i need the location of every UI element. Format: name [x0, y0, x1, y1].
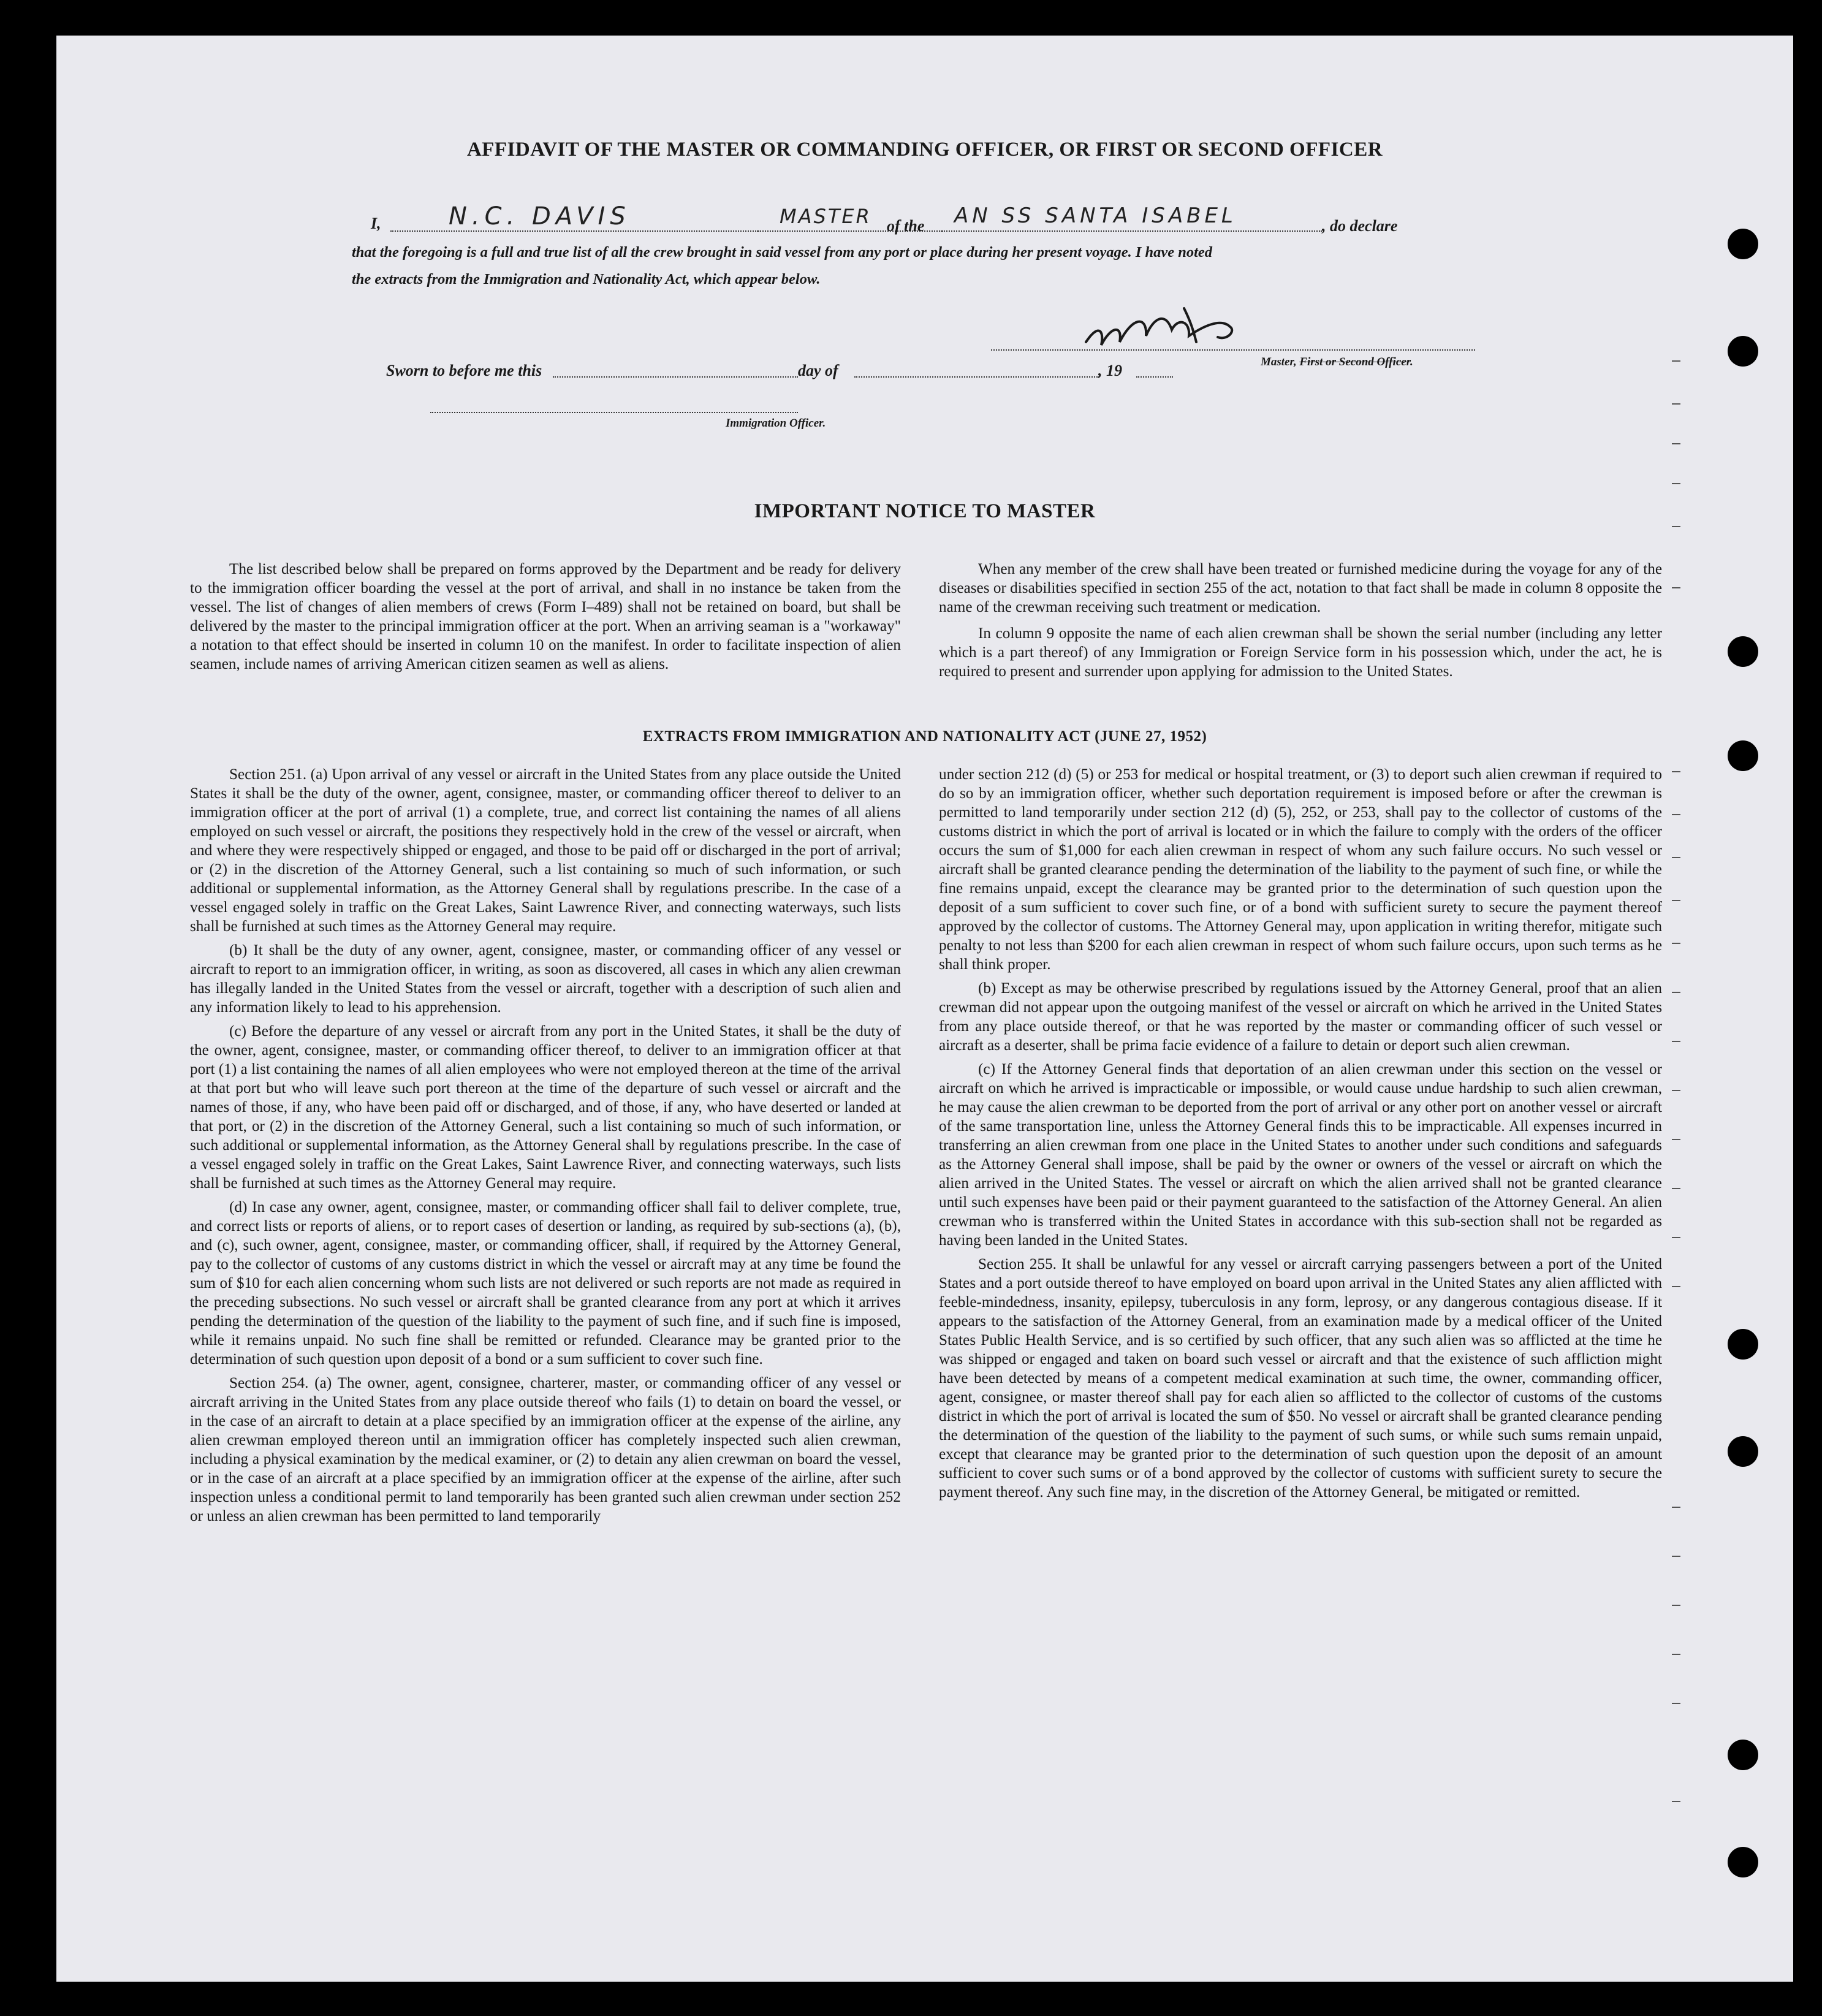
margin-tick — [1672, 587, 1680, 588]
extracts-left-column — [190, 765, 901, 1526]
notice-right-paragraph-2: In column 9 opposite the name of each alien crewman shall be shown the serial number (including any letter which is a part thereof) of any Immigration or Foreign Service form in his possession which, under the act, he is required to present and surrender upon applying for admission to the United States. — [939, 625, 1662, 680]
extracts-right-column — [939, 765, 1662, 1502]
margin-tick — [1672, 483, 1680, 484]
margin-tick — [1672, 1237, 1680, 1238]
margin-tick — [1672, 992, 1680, 993]
margin-tick — [1672, 900, 1680, 901]
section-254-a: Section 254. (a) The owner, agent, consignee, charterer, master, or commanding officer of any vessel or aircraft arriving in the United States from any place outside thereof who fails (1) to detain on board the vessel, or in the case of an aircraft to detain at a place specified by an immigration officer at the expense of the airline, any alien crewman employed thereon until an immigration officer has completely inspected such alien crewman, including a physical examination by the medical examiner, or (2) to detain any alien crewman on board the vessel, or in the case of an aircraft at a place specified by an immigration officer at the expense of the airline, after such inspection unless a conditional permit to land temporarily has been granted such alien crewman under section 252 or unless an alien crewman has been permitted to land temporarily — [190, 1375, 901, 1524]
margin-tick — [1672, 526, 1680, 527]
sworn-month-line — [854, 376, 1099, 378]
section-254-b: (b) Except as may be otherwise prescribed by regulations issued by the Attorney General, proof that an alien crewman did not appear upon the outgoing manifest of the vessel or aircraft on which he arrived in the United States from any place outside thereof, or that he was reported by the master or commanding officer of such vessel or aircraft as a deserter, shall be prima facie evidence of a failure to detain or deport such alien crewman. — [939, 980, 1662, 1054]
document-page — [56, 36, 1793, 1982]
notice-right-column — [939, 560, 1662, 681]
declaration-line-2: that the foregoing is a full and true list of all the crew brought in said vessel from any port or place during her present voyage. I have noted — [352, 244, 1213, 261]
margin-tick — [1672, 1556, 1680, 1557]
section-251-c: (c) Before the departure of any vessel or aircraft from any port in the United States, it shall be the duty of the owner, agent, consignee, master, or commanding officer thereof, to deliver to an immigration officer at that port (1) a list containing the names of all alien employees who were not employed thereon at the time of the arrival at that port but who will leave such port thereon at the time of the departure of such vessel or aircraft and the names of those, if any, who have been paid off or discharged, and of those, if any, who have deserted or landed at that port, or (2) in the discretion of the Attorney General, such a list containing so much of such information, or such additional or supplemental information, as the Attorney General shall by regulations prescribe. In the case of a vessel engaged solely in traffic on the Great Lakes, Saint Lawrence River, and connecting waterways, such lists shall be furnished at such times as the Attorney General may require. — [190, 1023, 901, 1192]
signature-line — [991, 349, 1475, 351]
sworn-label: Sworn to before me this — [386, 362, 542, 379]
sworn-date-line — [553, 376, 798, 378]
section-251-d: (d) In case any owner, agent, consignee, master, or commanding officer shall fail to deliver complete, true, and correct lists or reports of aliens, or to report cases of desertion or landing, as required by sub-sections (a), (b), and (c), such owner, agent, consignee, master, or commanding officer, shall, if required by the Attorney General, pay to the collector of customs of any customs district in which the vessel or aircraft may at any time be found the sum of $10 for each alien concerning whom such lists are not delivered or such reports are not made as required in the preceding subsections. No such vessel or aircraft shall be granted clearance from any port at which it arrives pending the determination of the question of the liability to the payment of such fine, and if such fine is imposed, while it remains unpaid. No such fine shall be remitted or refunded. Clearance may be granted prior to the determination of such question upon deposit of a bond or a sum sufficient to cover such fine. — [190, 1199, 901, 1367]
margin-tick — [1672, 943, 1680, 944]
margin-tick — [1672, 403, 1680, 405]
name-handwritten: N.C. DAVIS — [449, 202, 631, 230]
section-254-a-continued: under section 212 (d) (5) or 253 for medical or hospital treatment, or (3) to deport such alien crewman if required to do so by an immigration officer, whether such deportation requirement is imposed before or after the crewman is permitted to land temporarily under section 212 (d) (5), 252, or 253, shall pay to the collector of customs of the customs district in which the port of arrival is located or in which the failure to comply with the orders of the officer occurs the sum of $1,000 for each alien crewman in respect of whom any such failure occurs. No such vessel or aircraft shall be granted clearance pending the determination of the liability to the payment of such fine, or while the fine remains unpaid, except the clearance may be granted prior to the determination of such question upon the deposit of a sum sufficient to cover such fine, or of a bond with sufficient surety to secure the payment thereof approved by the collector of customs. The Attorney General may, upon application in writing therefor, mitigate such penalty to not less than $200 for each alien crewman in respect of whom such failure occurs, upon such terms as he shall think proper. — [939, 766, 1662, 973]
section-251-b: (b) It shall be the duty of any owner, agent, consignee, master, or commanding officer of any vessel or aircraft to report to an immigration officer, in writing, as soon as discovered, all cases in which any alien crewman has illegally landed in the United States from the vessel or aircraft, together with a description of such alien and any information likely to lead to his apprehension. — [190, 942, 901, 1016]
extracts-title: EXTRACTS FROM IMMIGRATION AND NATIONALITY ACT (JUNE 27, 1952) — [642, 728, 1207, 745]
notice-left-paragraph: The list described below shall be prepared on forms approved by the Department and be ready for delivery to the immigration officer boarding the vessel at the port of arrival, and shall in no instance be taken from the vessel. The list of changes of alien members of crews (Form I–489) shall not be retained on board, but shall be delivered by the master to the principal immigration officer at the port. When an arriving seaman is a "workaway" a notation to that effect should be inserted in column 10 on the manifest. In order to facilitate inspection of alien seamen, include names of arriving American citizen seamen as well as aliens. — [190, 561, 901, 672]
signature-caption-master: Master, — [1261, 356, 1297, 368]
section-254-c: (c) If the Attorney General finds that deportation of an alien crewman under this section on the vessel or aircraft on which he arrived is impracticable or impossible, or would cause undue hardship to such alien crewman, he may cause the alien crewman to be deported from the port of arrival or any other port on another vessel or aircraft of the same transportation line, unless the Attorney General finds this to be impracticable. All expenses incurred in transferring an alien crewman from one place in the United States to another under such conditions and safeguards as the Attorney General shall impose, shall be paid by the owner or owners of the vessel or aircraft on which the alien arrived in the United States. The vessel or aircraft on which the alien arrived shall not be granted clearance until such expenses have been paid or their payment guaranteed to the satisfaction of the Attorney General. An alien crewman who is transferred within the United States in accordance with this sub-section shall not be regarded as having been landed in the United States. — [939, 1061, 1662, 1249]
punch-hole — [1728, 1329, 1758, 1360]
margin-tick — [1672, 360, 1680, 362]
of-the-label: of the — [887, 217, 925, 235]
margin-tick — [1672, 1703, 1680, 1704]
punch-hole — [1728, 229, 1758, 259]
name-line — [390, 230, 758, 232]
notice-left-column — [190, 560, 901, 674]
affidavit-title: AFFIDAVIT OF THE MASTER OR COMMANDING OFFICER, OR FIRST OR SECOND OFFICER — [466, 139, 1383, 161]
year-prefix: , 19 — [1098, 362, 1122, 379]
punch-hole — [1728, 336, 1758, 367]
signature-caption-end: . — [1410, 356, 1413, 368]
margin-tick — [1672, 1188, 1680, 1189]
vessel-line — [942, 230, 1322, 232]
notice-right-paragraph-1: When any member of the crew shall have been treated or furnished medicine during the voyage for any of the diseases or disabilities specified in section 255 of the act, notation to that fact shall be made in column 8 opposite the name of the crewman receiving such treatment or medication. — [939, 561, 1662, 615]
margin-tick — [1672, 1801, 1680, 1802]
immigration-officer-label: Immigration Officer. — [726, 417, 826, 430]
punch-hole — [1728, 1436, 1758, 1467]
signature-caption — [1261, 356, 1413, 369]
vessel-handwritten: AN SS SANTA ISABEL — [954, 204, 1237, 228]
section-255: Section 255. It shall be unlawful for any vessel or aircraft carrying passengers between a port of the United States and a port outside thereof to have employed on board upon arrival in the United States any alien afflicted with feeble-mindedness, insanity, epilepsy, tuberculosis in any form, leprosy, or any dangerous contagious disease. If it appears to the satisfaction of the Attorney General, from an examination made by a medical officer of the United States Public Health Service, and is so certified by such officer, that any such alien was so afflicted at the time he was shipped or engaged and taken on board such vessel or aircraft and that the existence of such affliction might have been detected by means of a competent medical examination at such time, the owner, commanding officer, agent, consignee, or master thereof shall pay for each alien so afflicted to the collector of customs of the customs district in which the port of arrival is located the sum of $50. No vessel or aircraft shall be granted clearance pending the determination of the question of the liability to the payment of such sums, or while such sums remain unpaid, except that clearance may be granted prior to the determination of such question upon the deposit of an amount sufficient to cover such sums or of a bond approved by the collector of customs with sufficient surety to secure the payment thereof. Any such fine may, in the discretion of the Attorney General, be mitigated or remitted. — [939, 1256, 1662, 1501]
margin-tick — [1672, 1286, 1680, 1287]
punch-hole — [1728, 740, 1758, 771]
i-label: I, — [371, 215, 381, 232]
sworn-year-line — [1136, 376, 1173, 378]
rank-handwritten: MASTER — [780, 205, 871, 228]
declaration-line-3: the extracts from the Immigration and Nationality Act, which appear below. — [352, 271, 821, 287]
punch-hole — [1728, 1847, 1758, 1877]
margin-tick — [1672, 1041, 1680, 1042]
margin-tick — [1672, 771, 1680, 772]
immigration-officer-line — [430, 412, 798, 413]
margin-tick — [1672, 814, 1680, 815]
margin-tick — [1672, 1605, 1680, 1606]
signature-caption-struck: First or Second Officer — [1299, 356, 1411, 368]
section-251-a: Section 251. (a) Upon arrival of any vessel or aircraft in the United States from any place outside the United States it shall be the duty of the owner, agent, consignee, master, or commanding officer thereof to deliver to an immigration officer at the port of arrival (1) a complete, true, and correct list containing the names of all aliens employed on such vessel or aircraft, the positions they respectively hold in the crew of the vessel or aircraft, when and where they were respectively shipped or engaged, and those to be paid off or discharged in the port of arrival; or (2) in the discretion of the Attorney General, such a list containing so much of such information, or such additional or supplemental information, as the Attorney General shall by regulations prescribe. In the case of a vessel engaged solely in traffic on the Great Lakes, Saint Lawrence River, and connecting waterways, such lists shall be furnished at such times as the Attorney General may require. — [190, 766, 901, 935]
margin-tick — [1672, 443, 1680, 444]
margin-tick — [1672, 1654, 1680, 1655]
punch-hole — [1728, 636, 1758, 667]
day-of-label: day of — [798, 362, 838, 379]
margin-tick — [1672, 1090, 1680, 1091]
notice-title: IMPORTANT NOTICE TO MASTER — [754, 500, 1096, 522]
margin-tick — [1672, 1507, 1680, 1508]
margin-tick — [1672, 1139, 1680, 1140]
do-declare-label: , do declare — [1322, 217, 1398, 235]
margin-tick — [1672, 857, 1680, 858]
punch-hole — [1728, 1740, 1758, 1770]
